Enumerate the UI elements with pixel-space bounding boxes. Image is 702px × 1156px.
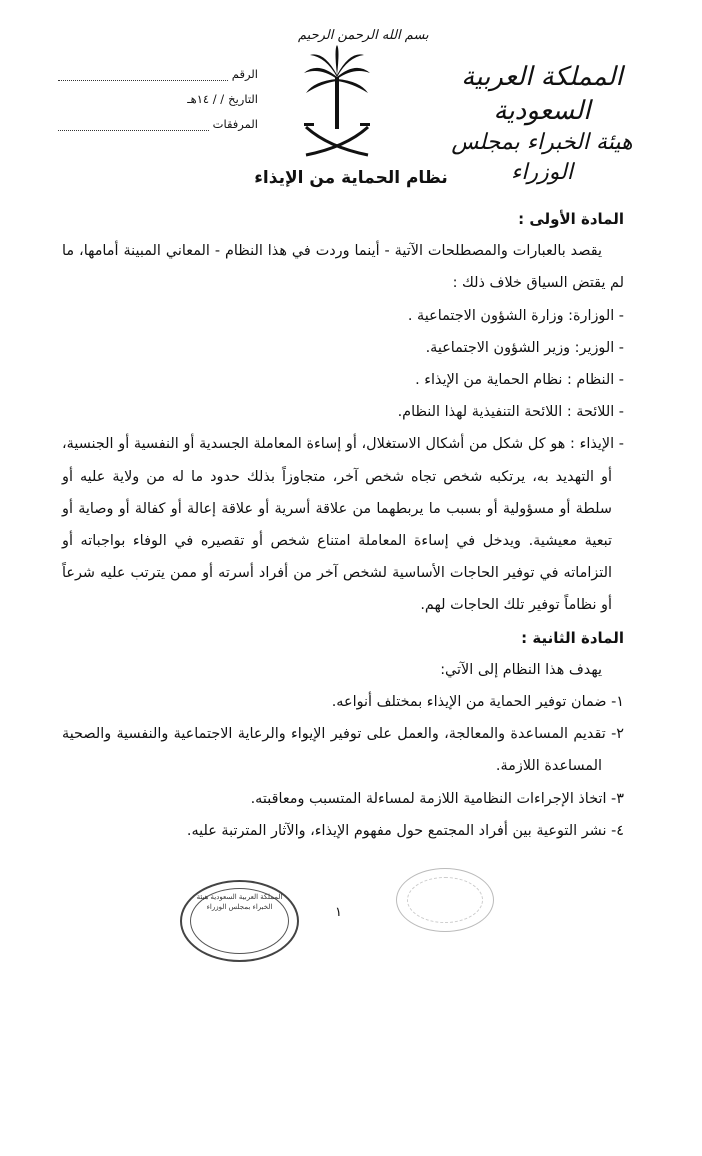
document-title: نظام الحماية من الإيذاء	[254, 168, 448, 188]
reference-number-line	[58, 68, 228, 81]
article-heading: المادة الثانية :	[521, 628, 624, 647]
definition-item: - اللائحة : اللائحة التنفيذية لهذا النظام.	[397, 404, 624, 421]
reference-block	[58, 62, 258, 137]
reference-number-label: الرقم	[231, 67, 258, 81]
faded-stamp	[396, 868, 494, 932]
document-body	[62, 203, 624, 847]
page-number: ١	[335, 905, 342, 920]
date-label: التاريخ	[228, 92, 258, 106]
definition-item: - الوزارة: وزارة الشؤون الاجتماعية .	[407, 307, 624, 324]
date-value: / / ١٤هـ	[187, 92, 225, 106]
article-intro: يهدف هذا النظام إلى الآتي:	[440, 661, 602, 678]
definition-item: - الوزير: وزير الشؤون الاجتماعية.	[425, 339, 624, 356]
objective-item: ٣- اتخاذ الإجراءات النظامية اللازمة لمساءلة المتسبب ومعاقبته.	[250, 790, 624, 807]
objective-item: ٢- تقديم المساعدة والمعالجة، والعمل على توفير الإيواء والرعاية الاجتماعية والنفسية والصحية المساعدة اللازمة.	[62, 726, 624, 775]
attachments-row	[58, 112, 258, 137]
emblem-block	[298, 28, 429, 168]
reference-number-row	[58, 62, 258, 87]
definition-item: - النظام : نظام الحماية من الإيذاء .	[415, 372, 624, 389]
saudi-emblem-icon	[298, 43, 376, 161]
attachments-label: المرفقات	[212, 117, 258, 131]
kingdom-name: المملكة العربية السعودية	[461, 62, 623, 126]
article-heading: المادة الأولى :	[518, 210, 624, 228]
authority-name: هيئة الخبراء بمجلس الوزراء	[451, 130, 633, 185]
objective-item: ١- ضمان توفير الحماية من الإيذاء بمختلف أنواعه.	[331, 694, 624, 711]
attachments-line	[58, 118, 209, 131]
faded-stamp-ring	[407, 877, 483, 923]
article-intro: يقصد بالعبارات والمصطلحات الآتية - أينما وردت في هذا النظام - المعاني المبينة أمامها، ما لم يقتض السياق خلاف ذلك :	[62, 243, 624, 292]
objective-item: ٤- نشر التوعية بين أفراد المجتمع حول مفهوم الإيذاء، والآثار المترتبة عليه.	[186, 822, 624, 839]
bismillah: بسم الله الرحمن الرحيم	[298, 28, 429, 43]
official-stamp-text: المملكة العربية السعودية هيئة الخبراء بمجلس الوزراء	[196, 893, 283, 911]
official-stamp	[180, 880, 299, 962]
definition-item: - الإيذاء : هو كل شكل من أشكال الاستغلال، أو إساءة المعاملة الجسدية أو النفسية أو الجنسية، أو التهديد به، يرتكبه شخص تجاه شخص آخر، متجاوزاً بذلك حدود ما له من ولاية عليه أو سلطة أو مسؤولية أو بسبب ما يربطهما من علاقة أسرية أو علاقة إعالة أو كفالة أو وصاية أو تبعية معيشية. ويدخل في إساءة المعاملة امتناع شخص أو تقصيره في الوفاء بواجباته أو التزاماته في توفير الحاجات الأساسية لشخص آخر من أفراد أسرته أو ممن يترتب عليه شرعاً أو نظاماً توفير تلك الحاجات لهم.	[62, 436, 624, 614]
date-row	[58, 87, 258, 112]
